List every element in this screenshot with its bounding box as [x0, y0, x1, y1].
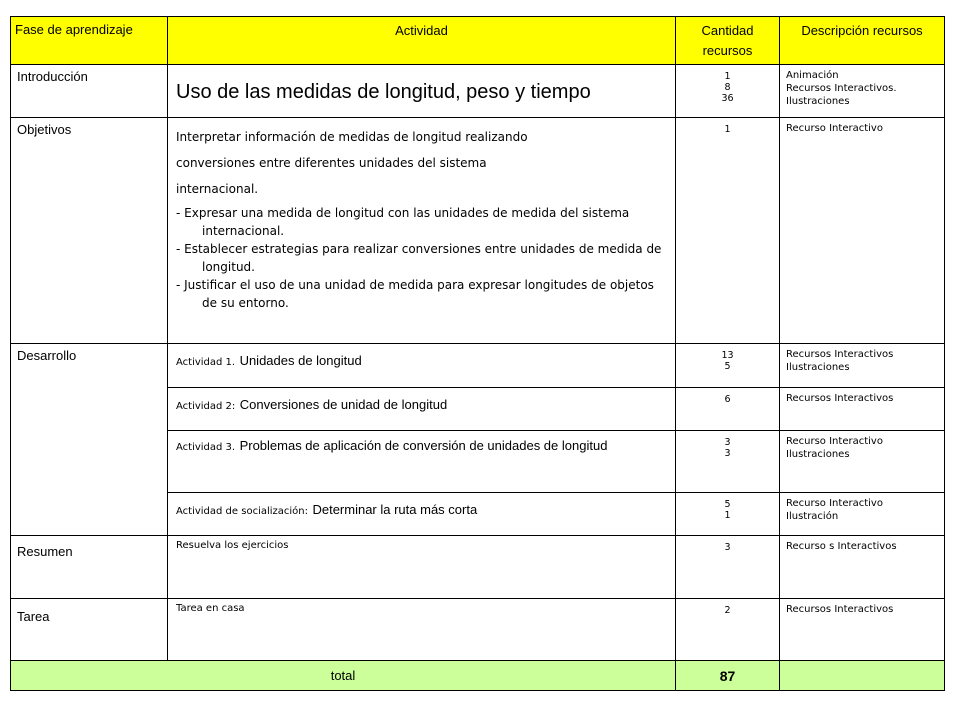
objective-line: conversiones entre diferentes unidades del sistema [176, 156, 487, 170]
desc-line: Recursos Interactivos [786, 349, 894, 360]
activity-text: Determinar la ruta más corta [312, 502, 478, 517]
activity-cell [168, 344, 676, 388]
activity-text: Problemas de aplicación de conversión de unidades de longitud [239, 438, 608, 453]
qty-value: 1 [724, 510, 731, 521]
objective-list [176, 204, 667, 312]
desc-line: Recurso Interactivo [786, 498, 883, 509]
desc-cell [780, 65, 945, 118]
row-objetivos [11, 118, 945, 344]
row-resumen [11, 536, 945, 599]
activity-cell [168, 431, 676, 493]
phase-objetivos: Objetivos [11, 118, 168, 344]
desc-cell [780, 599, 945, 661]
activity-label: Actividad 3. [176, 442, 236, 453]
row-desarrollo-a1 [11, 344, 945, 388]
header-activity: Actividad [168, 17, 676, 65]
desc-cell [780, 431, 945, 493]
activity-text: Unidades de longitud [239, 353, 362, 368]
phase-desarrollo: Desarrollo [11, 344, 168, 536]
intro-activity-title: Uso de las medidas de longitud, peso y tiempo [176, 81, 591, 103]
activity-cell: Tarea en casa [168, 599, 676, 661]
desc-line: Recursos Interactivos. [786, 83, 897, 94]
objective-line: internacional. [176, 182, 259, 196]
qty-cell [676, 118, 780, 344]
desc-line: Ilustraciones [786, 96, 850, 107]
activity-text: Conversiones de unidad de longitud [239, 397, 448, 412]
desc-line: Ilustraciones [786, 449, 850, 460]
row-introduccion [11, 65, 945, 118]
qty-value: 13 [721, 350, 734, 361]
desc-cell [780, 536, 945, 599]
total-label: total [11, 661, 676, 691]
total-value: 87 [676, 661, 780, 691]
desc-line: Ilustración [786, 511, 839, 522]
desc-line: Animación [786, 70, 839, 81]
qty-value: 3 [724, 437, 731, 448]
qty-value: 1 [724, 124, 731, 135]
activity-cell [168, 493, 676, 536]
header-description: Descripción recursos [780, 17, 945, 65]
activity-cell [168, 65, 676, 118]
desc-line: Recursos Interactivos [786, 393, 894, 404]
desc-line: Ilustraciones [786, 362, 850, 373]
activity-label: Actividad de socialización: [176, 506, 309, 517]
objective-item: - Justificar el uso de una unidad de medida para expresar longitudes de objetos de su entorno. [176, 278, 654, 310]
qty-cell [676, 388, 780, 431]
total-row [11, 661, 945, 691]
phase-resumen: Resumen [11, 536, 168, 599]
activity-cell [168, 118, 676, 344]
qty-value: 8 [724, 82, 731, 93]
objective-line: Interpretar información de medidas de longitud realizando [176, 130, 528, 144]
qty-value: 1 [724, 71, 731, 82]
objective-main [176, 124, 667, 202]
desc-cell [780, 388, 945, 431]
desc-line: Recursos Interactivos [786, 604, 894, 615]
total-empty [780, 661, 945, 691]
qty-value: 3 [724, 542, 731, 553]
phase-introduccion: Introducción [11, 65, 168, 118]
desc-line: Recurso Interactivo [786, 436, 883, 447]
activity-label: Actividad 2: [176, 401, 236, 412]
activity-label: Actividad 1. [176, 357, 236, 368]
activity-3-wrap [176, 437, 667, 457]
qty-value: 6 [724, 394, 731, 405]
qty-cell [676, 344, 780, 388]
activity-cell: Resuelva los ejercicios [168, 536, 676, 599]
qty-value: 2 [724, 605, 731, 616]
phase-tarea: Tarea [11, 599, 168, 661]
qty-cell [676, 65, 780, 118]
qty-cell [676, 536, 780, 599]
activity-cell [168, 388, 676, 431]
qty-value: 3 [724, 448, 731, 459]
header-phase: Fase de aprendizaje [11, 17, 168, 65]
qty-value: 36 [721, 93, 734, 104]
header-quantity: Cantidad recursos [676, 17, 780, 65]
desc-cell [780, 118, 945, 344]
qty-cell [676, 493, 780, 536]
desc-cell [780, 493, 945, 536]
qty-value: 5 [724, 361, 731, 372]
qty-cell [676, 431, 780, 493]
desc-cell [780, 344, 945, 388]
resources-table [10, 16, 945, 691]
objective-item: - Expresar una medida de longitud con las unidades de medida del sistema internacional. [176, 206, 630, 238]
objective-item: - Establecer estrategias para realizar conversiones entre unidades de medida de longitud. [176, 242, 662, 274]
header-row [11, 17, 945, 65]
desc-line: Recurso Interactivo [786, 123, 883, 134]
row-tarea [11, 599, 945, 661]
desc-line: Recurso s Interactivos [786, 541, 897, 552]
qty-value: 5 [724, 499, 731, 510]
qty-cell [676, 599, 780, 661]
